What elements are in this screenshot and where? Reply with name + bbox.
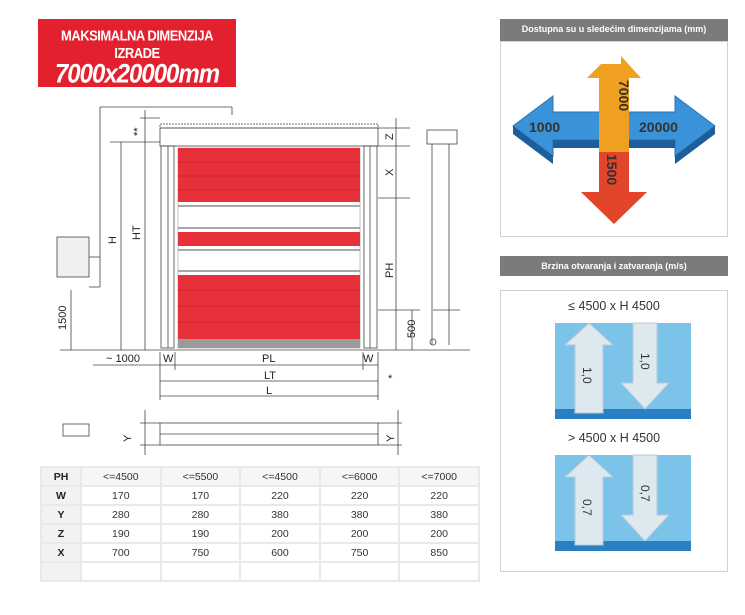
speed-case2-down: 0,7 — [638, 485, 652, 502]
table-header-label: PH — [42, 468, 80, 485]
table-cell: 700 — [82, 544, 160, 561]
table-cell: 600 — [241, 544, 319, 561]
speed-panel-title: Brzina otvaranja i zatvaranja (m/s) — [500, 256, 728, 276]
table-header-row — [42, 468, 478, 485]
table-cell: 750 — [162, 544, 240, 561]
banner-title: MAKSIMALNA DIMENZIJA IZRADE — [60, 26, 213, 62]
table-col-header: <=4500 — [82, 468, 160, 485]
table-row-label: X — [42, 544, 80, 561]
label-L: L — [266, 385, 273, 397]
label-single-star: * — [388, 373, 393, 385]
table-row-label: Y — [42, 506, 80, 523]
table-cell: 750 — [321, 544, 399, 561]
table-cell: 220 — [241, 487, 319, 504]
speed-case1-graphic — [541, 317, 693, 421]
label-LT: LT — [264, 370, 277, 382]
speed-panel — [500, 290, 728, 572]
table-row — [42, 487, 478, 504]
speed-case2-caption: > 4500 x H 4500 — [567, 431, 661, 445]
table-cell: 200 — [321, 525, 399, 542]
table-cell: 220 — [321, 487, 399, 504]
label-clearance: ~ 1000 — [106, 353, 140, 365]
speed-case2-up: 0,7 — [580, 499, 594, 516]
label-H: H — [107, 236, 119, 244]
arrow-left-value: 1000 — [529, 119, 561, 135]
table-cell — [400, 563, 478, 580]
table-cell: 380 — [321, 506, 399, 523]
label-W-right: W — [363, 353, 374, 365]
table-row-label: Z — [42, 525, 80, 542]
table-row-label — [42, 563, 80, 580]
table-col-header: <=7000 — [400, 468, 478, 485]
label-PL: PL — [262, 353, 276, 365]
dimension-arrows-graphic — [501, 42, 727, 236]
label-Z: Z — [384, 133, 396, 140]
speed-case1-caption: ≤ 4500 x H 4500 — [568, 299, 660, 313]
table-col-header: <=6000 — [321, 468, 399, 485]
table-cell: 220 — [400, 487, 478, 504]
table-col-header: <=4500 — [241, 468, 319, 485]
table-cell: 200 — [400, 525, 478, 542]
table-cell — [162, 563, 240, 580]
banner-dimension: 7000x20000mm — [54, 59, 220, 90]
speed-case1-down: 1,0 — [638, 353, 652, 370]
arrow-up-value: 7000 — [616, 80, 632, 112]
table-cell — [82, 563, 160, 580]
speed-case2-graphic — [541, 449, 693, 553]
table-cell: 170 — [162, 487, 240, 504]
table-col-header: <=5500 — [162, 468, 240, 485]
table-cell: 380 — [400, 506, 478, 523]
label-500: 500 — [406, 319, 418, 338]
table-cell: 200 — [241, 525, 319, 542]
table-row-empty — [42, 563, 478, 580]
table-row — [42, 525, 478, 542]
arrow-right-value: 20000 — [639, 119, 678, 135]
table-cell: 190 — [82, 525, 160, 542]
dimensions-panel — [500, 41, 728, 237]
table-row-label: W — [42, 487, 80, 504]
label-double-star: ** — [132, 127, 144, 136]
table-row — [42, 506, 478, 523]
label-Y-right: Y — [385, 434, 397, 442]
table-row — [42, 544, 478, 561]
table-cell: 280 — [82, 506, 160, 523]
speed-case1-up: 1,0 — [580, 367, 594, 384]
dimensions-panel-title: Dostupna su u sledećim dimenzijama (mm) — [500, 19, 728, 41]
arrow-down-value: 1500 — [604, 154, 620, 186]
table-cell — [241, 563, 319, 580]
table-cell — [321, 563, 399, 580]
table-cell: 170 — [82, 487, 160, 504]
label-HT: HT — [131, 225, 143, 240]
table-cell: 190 — [162, 525, 240, 542]
label-Y-left: Y — [122, 434, 134, 442]
table-cell: 280 — [162, 506, 240, 523]
label-1500: 1500 — [57, 305, 69, 330]
door-technical-drawing — [0, 0, 490, 465]
label-PH: PH — [384, 262, 396, 278]
control-box — [57, 237, 89, 277]
label-W-left: W — [163, 353, 174, 365]
label-X: X — [384, 168, 396, 176]
door-curtain — [178, 148, 360, 348]
table-cell: 850 — [400, 544, 478, 561]
dimension-table — [40, 466, 480, 582]
table-cell: 380 — [241, 506, 319, 523]
